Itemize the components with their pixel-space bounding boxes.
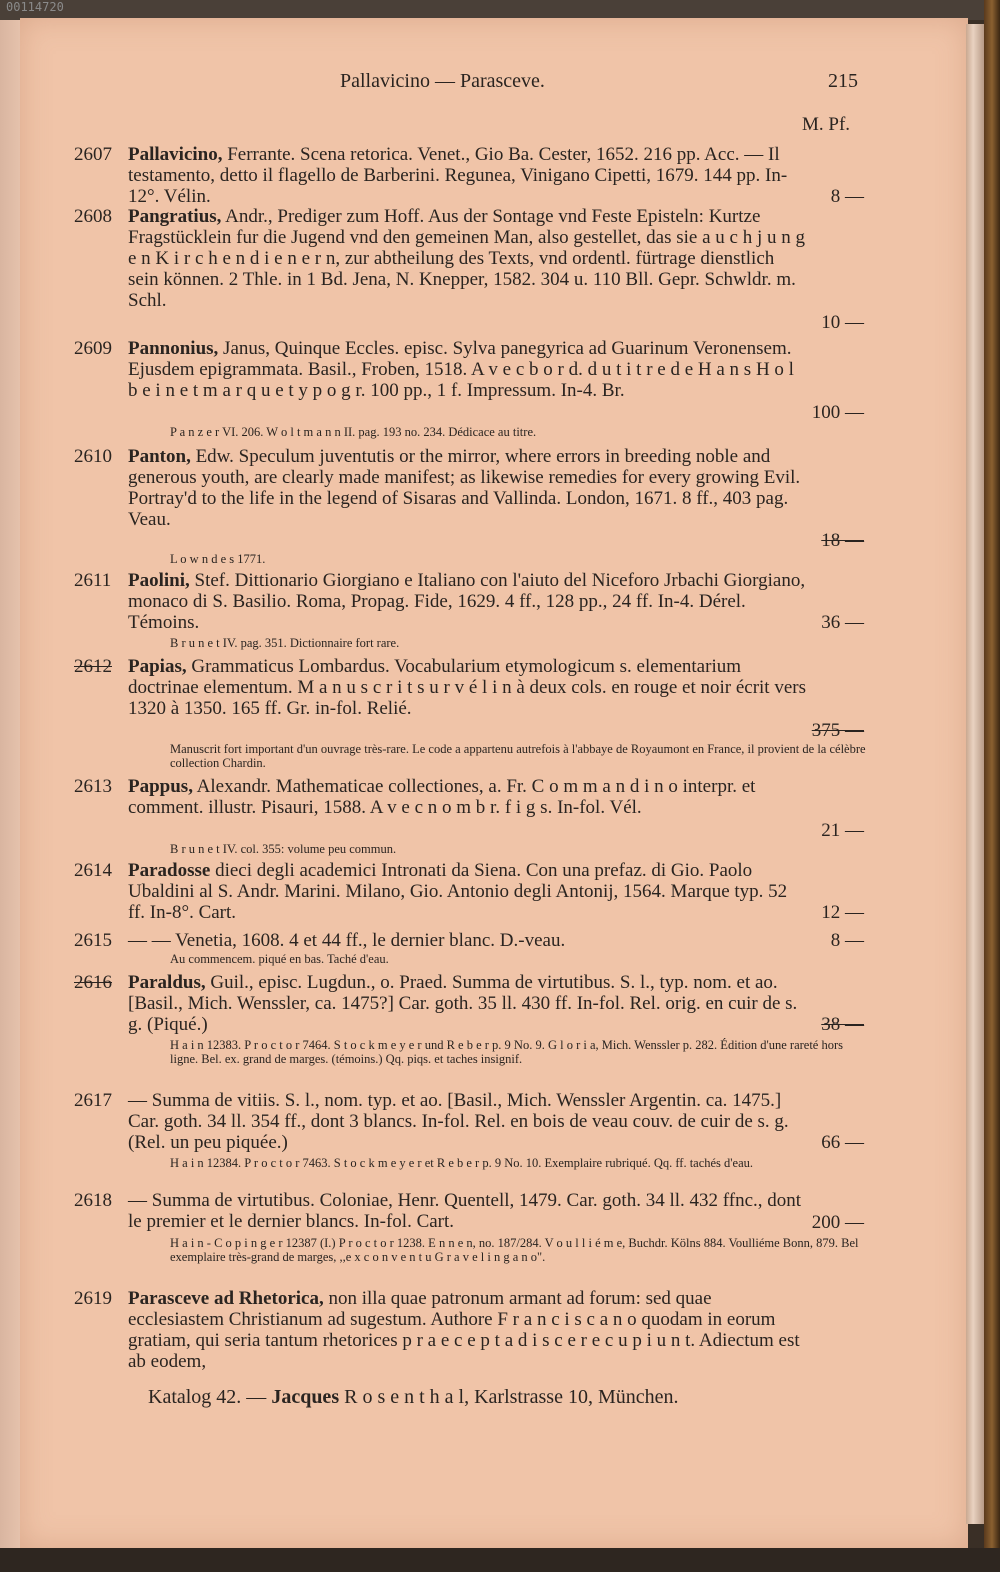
entry-number: 2611 [74, 570, 112, 591]
entry-number: 2610 [74, 446, 112, 467]
entry-text [128, 1288, 808, 1372]
entry-text [128, 446, 808, 530]
entry-note: B r u n e t IV. col. 355: volume peu commun. [170, 842, 397, 856]
entry-note: L o w n d e s 1771. [170, 552, 266, 566]
entry-number: 2612 [74, 656, 112, 677]
entry-text [128, 776, 808, 818]
entry-note: P a n z e r VI. 206. W o l t m a n n II. pag. 193 no. 234. Dédicace au titre. [170, 425, 537, 439]
entry-description: Stef. Dittionario Giorgiano e Italiano con l'aiuto del Niceforo Jrbachi Giorgiano, monaco di S. Basilio. Roma, Propag. Fide, 1629. 4 ff., 128 pp., 24 ff. In-4. Dérel. Témoins. [128, 570, 806, 633]
entry-description: — — Venetia, 1608. 4 et 44 ff., le dernier blanc. D.-veau. [128, 930, 566, 951]
entry-text [128, 972, 808, 1035]
catalog-footer [148, 1386, 679, 1409]
catalog-entry [74, 570, 864, 654]
entry-price: 8 — [830, 186, 864, 207]
entry-text [128, 656, 808, 719]
entry-description: dieci degli academici Intronati da Siena. Con una prefaz. di Gio. Paolo Ubaldini al S. Andr. Marini. Milano, Gio. Antonio degli Antonij, 1564. Marque typ. 52 ff. In-8°. Cart. [128, 860, 788, 923]
scan-bottom-strip [0, 1548, 1000, 1572]
entry-note: B r u n e t IV. pag. 351. Dictionnaire fort rare. [170, 636, 400, 650]
left-page-edge [0, 20, 22, 1572]
entry-price: 18 — [821, 530, 864, 551]
entry-name: Panton, [128, 446, 191, 467]
right-page-edges [966, 24, 984, 1524]
entry-name: Papias, [128, 656, 187, 677]
catalog-entry [74, 338, 864, 446]
catalog-entry [74, 1090, 864, 1190]
entry-number: 2617 [74, 1090, 112, 1111]
entry-text [128, 144, 808, 207]
entry-number: 2615 [74, 930, 112, 951]
entry-price: 200 — [811, 1212, 864, 1233]
entry-name: Paradosse [128, 860, 211, 881]
entry-description: Alexandr. Mathematicae collectiones, a. Fr. C o m m a n d i n o interpr. et comment. illustr. Pisauri, 1588. A v e c n o m b r. f i g s. In-fol. Vél. [128, 776, 756, 818]
catalog-entry [74, 930, 864, 970]
catalog-entry [74, 972, 864, 1086]
catalog-entry [74, 446, 864, 566]
entry-price: 12 — [821, 902, 864, 923]
entry-price: 10 — [821, 312, 864, 333]
footer-dealer: Jacques [271, 1386, 340, 1408]
entry-text [128, 1090, 808, 1153]
entry-price: 66 — [821, 1132, 864, 1153]
entry-description: Janus, Quinque Eccles. episc. Sylva panegyrica ad Guarinum Veronensem. Ejusdem epigrammata. Basil., Froben, 1518. A v e c b o r d. d u t i t r e d e H a n s H o l b e i n e t m a r q u e t y p o g r. 100 pp., 1 f. Impressum. In-4. Br. [128, 338, 794, 401]
catalog-entry [74, 860, 864, 926]
entry-description: Guil., episc. Lugdun., o. Praed. Summa de virtutibus. S. l., typ. nom. et ao. [Basil., Mich. Wenssler, ca. 1475?] Car. goth. 35 ll. 430 ff. In-fol. Rel. orig. en cuir de s. g. (Piqué.) [128, 972, 798, 1035]
entry-description: — Summa de virtutibus. Coloniae, Henr. Quentell, 1479. Car. goth. 34 ll. 432 ffnc., dont le premier et le dernier blancs. In-fol. Cart. [128, 1190, 802, 1232]
entry-text [128, 206, 808, 311]
entry-name: Paraldus, [128, 972, 206, 993]
currency-header: M. Pf. [802, 114, 851, 135]
entry-name: Pannonius, [128, 338, 219, 359]
book-spine [984, 0, 1000, 1572]
entry-text [128, 1190, 808, 1232]
entry-text [128, 338, 808, 401]
entry-number: 2613 [74, 776, 112, 797]
entry-name: Pappus, [128, 776, 193, 797]
entry-description: Grammaticus Lombardus. Vocabularium etymologicum s. elementarium doctrinae elementum. M a n u s c r i t s u r v é l i n à deux cols. en rouge et noir écrit vers 1320 à 1350. 165 ff. Gr. in-fol. Relié. [128, 656, 806, 719]
entry-description: non illa quae patronum armant ad forum: sed quae ecclesiastem Christianum ad sugestum. Authore F r a n c i s c a n o quodam in eorum gratiam, qui seria tantum rhetorices p r a e c e p t a d i s c e r e c u p i u n t. Adiectum est ab eodem, [128, 1288, 800, 1372]
entry-number: 2609 [74, 338, 112, 359]
entry-price: 21 — [821, 820, 864, 841]
catalog-entry [74, 776, 864, 856]
scan-top-strip: 00114720 [0, 0, 1000, 20]
entry-number: 2614 [74, 860, 112, 881]
entry-text [128, 570, 808, 633]
entry-name: Pangratius, [128, 206, 222, 227]
catalog-entry [74, 144, 864, 210]
entry-name: Pallavicino, [128, 144, 223, 165]
entry-note: Au commencem. piqué en bas. Taché d'eau. [170, 952, 389, 966]
footer-dealer-surname: R o s e n t h a l, [344, 1386, 470, 1408]
footer-catalog-number: Katalog 42. — [148, 1386, 267, 1408]
catalog-entry [74, 1288, 864, 1376]
entry-price: 375 — [811, 720, 864, 741]
entry-description: Ferrante. Scena retorica. Venet., Gio Ba. Cester, 1652. 216 pp. Acc. — Il testamento, detto il flagello de Barberini. Regunea, Vinigano Cipetti, 1679. 144 pp. In-12°. Vélin. [128, 144, 788, 207]
entry-number: 2616 [74, 972, 112, 993]
entry-price: 8 — [830, 930, 864, 951]
catalog-entry [74, 656, 864, 776]
entry-name: Paolini, [128, 570, 190, 591]
entry-price: 36 — [821, 612, 864, 633]
running-head: Pallavicino — Parasceve. [340, 70, 545, 92]
catalog-entry [74, 206, 864, 336]
entry-number: 2608 [74, 206, 112, 227]
entry-number: 2618 [74, 1190, 112, 1211]
entry-number: 2607 [74, 144, 112, 165]
catalog-entry [74, 1190, 864, 1286]
entry-note: H a i n 12384. P r o c t o r 7463. S t o c k m e y e r et R e b e r p. 9 No. 10. Exemplaire rubriqué. Qq. ff. tachés d'eau. [170, 1156, 754, 1170]
entry-note: H a i n - C o p i n g e r 12387 (I.) P r o c t o r 1238. E n n e n, no. 187/284. V o u l l i é m e, Buchdr. Kölns 884. Voulliéme Bonn, 879. Bel exemplaire très-grand de marges, ,,e x c o n v e n t u G r a v e l i n g a n o". [170, 1236, 859, 1264]
page-number: 215 [828, 70, 858, 92]
entry-text [128, 860, 808, 923]
entry-name: Parasceve ad Rhetorica, [128, 1288, 324, 1309]
entry-price: 100 — [811, 402, 864, 423]
footer-address: Karlstrasse 10, München. [474, 1386, 679, 1408]
entry-description: — Summa de vitiis. S. l., nom. typ. et ao. [Basil., Mich. Wenssler Argentin. ca. 1475.] Car. goth. 34 ll. 354 ff., dont 3 blancs. In-fol. Rel. en bois de veau couv. de cuir de s. g. (Rel. un peu piquée.) [128, 1090, 789, 1153]
entry-price: 38 — [821, 1014, 864, 1035]
entry-description: Edw. Speculum juventutis or the mirror, where errors in breeding noble and generous youth, are clearly made manifest; as likewise remedies for every growing Evil. Portray'd to the life in the legend of Sisaras and Vallinda. London, 1671. 8 ff., 403 pag. Veau. [128, 446, 801, 530]
entry-number: 2619 [74, 1288, 112, 1309]
entry-description: Andr., Prediger zum Hoff. Aus der Sontage vnd Feste Episteln: Kurtze Fragstücklein fur die Jugend vnd den gemeinen Man, also gestellet, das sie a u c h j u n g e n K i r c h e n d i e n e r n, zur abtheilung des Texts, vnd ordentl. fürtrage dienstlich sein können. 2 Thle. in 1 Bd. Jena, N. Knepper, 1582. 304 u. 110 Bll. Gepr. Schwldr. m. Schl. [128, 206, 805, 311]
entry-note: Manuscrit fort important d'un ouvrage très-rare. Le code a appartenu autrefois à l'abbaye de Royaumont en France, il provient de la célèbre collection Chardin. [170, 742, 866, 770]
entry-note: H a i n 12383. P r o c t o r 7464. S t o c k m e y e r und R e b e r p. 9 No. 9. G l o r i a, Mich. Wenssler p. 282. Édition d'une rareté hors ligne. Bel. ex. grand de marges. (témoins.) Qq. piqs. et taches insignif. [170, 1038, 844, 1066]
entry-text [128, 930, 808, 951]
